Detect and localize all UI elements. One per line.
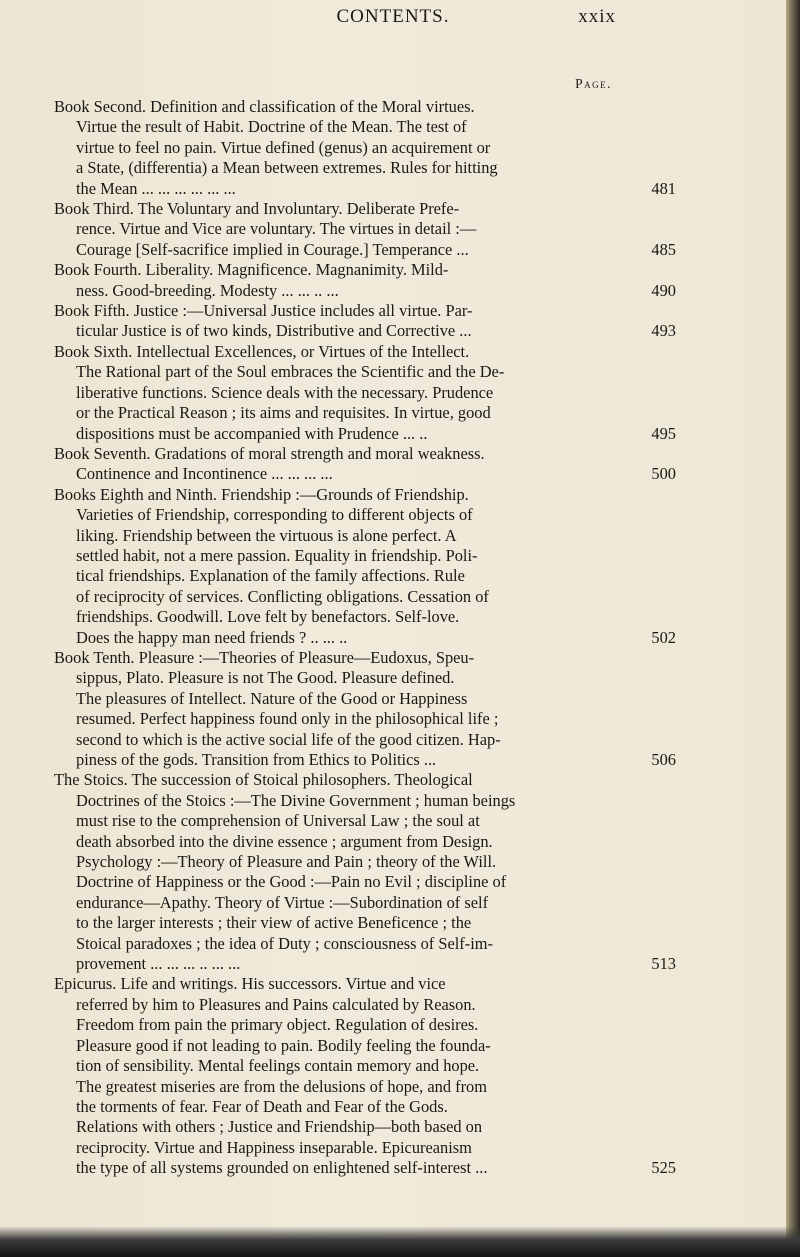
toc-entry-line: Doctrines of the Stoics :—The Divine Government ; human beings [76,790,516,810]
toc-entry-line: friendships. Goodwill. Love felt by benefactors. Self-love. [76,607,460,627]
toc-entry-line: second to which is the active social life of the good citizen. Hap- [76,729,501,749]
toc-entry-line: the torments of fear. Fear of Death and Fear of the Gods. [76,1096,448,1116]
toc-entry-page-number: 485 [651,239,676,259]
toc-entry-line: or the Practical Reason ; its aims and requisites. In virtue, good [76,403,491,423]
toc-entry-line: Book Tenth. Pleasure :—Theories of Pleasure—Eudoxus, Speu- [54,647,475,667]
toc-entry-line: provement ... ... ... .. ... ... [76,954,241,974]
toc-entry-line: Relations with others ; Justice and Friendship—both based on [76,1117,483,1137]
toc-entry-line: Stoical paradoxes ; the idea of Duty ; consciousness of Self-im- [76,933,493,953]
toc-entry-line: liking. Friendship between the virtuous is alone perfect. A [76,525,457,545]
toc-entry [54,770,676,974]
toc-entry-line: liberative functions. Science deals with the necessary. Prudence [76,382,494,402]
toc-entry [54,341,676,444]
toc-entry-line: The Rational part of the Soul embraces the Scientific and the De- [76,362,505,382]
toc-entry-page-number: 513 [651,954,676,974]
toc-entry-line: to the larger interests ; their view of active Beneficence ; the [76,913,472,933]
toc-entry-line: Book Sixth. Intellectual Excellences, or Virtues of the Intellect. [54,341,470,361]
toc-entry-line: settled habit, not a mere passion. Equality in friendship. Poli- [76,545,478,565]
toc-entry-page-number: 481 [651,178,676,198]
toc-entry [54,974,676,1178]
toc-entry-line: sippus, Plato. Pleasure is not The Good. Pleasure defined. [76,668,455,688]
toc-entry-line: The Stoics. The succession of Stoical philosophers. Theological [54,770,473,790]
toc-entry-line: Does the happy man need friends ? .. ... .. [76,627,348,647]
toc-entry [54,484,676,648]
toc-entry-line: the Mean ... ... ... ... ... ... [76,178,236,198]
page-edge-shadow [786,0,800,1257]
toc-entry-line: Book Second. Definition and classification of the Moral virtues. [54,97,475,116]
running-title: CONTENTS. [336,6,450,27]
toc-entry [54,199,676,260]
toc-entry-page-number: 525 [651,1158,676,1178]
toc-entry-line: tical friendships. Explanation of the family affections. Rule [76,566,465,586]
toc-entry-page-number: 502 [651,627,676,647]
toc-entry-line: reciprocity. Virtue and Happiness inseparable. Epicureanism [76,1137,472,1157]
toc-entry-line: dispositions must be accompanied with Prudence ... .. [76,423,428,443]
toc-entry [54,443,676,485]
toc-entry [54,301,676,342]
toc-entry-line: Book Fourth. Liberality. Magnificence. Magnanimity. Mild- [54,260,449,280]
toc-entry-page-number: 490 [651,280,676,300]
toc-entry-line: Pleasure good if not leading to pain. Bodily feeling the founda- [76,1035,491,1055]
toc-entry-line: virtue to feel no pain. Virtue defined (genus) an acquirement or [76,137,491,157]
toc-entry-line: resumed. Perfect happiness found only in the philosophical life ; [76,709,499,729]
toc-entry [54,647,676,770]
toc-entry-line: Psychology :—Theory of Pleasure and Pain ; theory of the Will. [76,852,497,872]
toc-entry-line: Courage [Self-sacrifice implied in Courage.] Temperance ... [76,239,469,259]
toc-entry-line: Virtue the result of Habit. Doctrine of the Mean. The test of [76,117,467,137]
toc-entry [54,97,676,199]
toc-entry-line: The greatest miseries are from the delusions of hope, and from [76,1076,487,1096]
toc-entry-page-number: 500 [651,464,676,484]
toc-entry-line: rence. Virtue and Vice are voluntary. The virtues in detail :— [76,219,477,239]
toc-entry-line: death absorbed into the divine essence ; argument from Design. [76,831,493,851]
toc-entry-line: ness. Good-breeding. Modesty ... ... .. ... [76,280,339,300]
toc-entry-page-number: 495 [651,423,676,443]
page-column-heading: Page. [575,76,612,91]
toc-entry [54,260,676,301]
toc-entry-line: Book Fifth. Justice :—Universal Justice includes all virtue. Par- [54,301,473,321]
toc-entry-line: of reciprocity of services. Conflicting obligations. Cessation of [76,586,489,606]
toc-entry-page-number: 506 [651,750,676,769]
folio-page-number: xxix [578,6,616,27]
toc-entry-line: must rise to the comprehension of Universal Law ; the soul at [76,811,480,831]
toc-entry-page-number: 493 [651,321,676,341]
toc-entry-line: a State, (differentia) a Mean between extremes. Rules for hitting [76,158,498,178]
toc-entry-line: piness of the gods. Transition from Ethics to Politics ... [76,750,437,769]
toc-entry-line: the type of all systems grounded on enlightened self-interest ... [76,1158,488,1178]
toc-entry-line: Epicurus. Life and writings. His successors. Virtue and vice [54,974,446,994]
toc-entry-line: tion of sensibility. Mental feelings contain memory and hope. [76,1056,480,1076]
toc-entry-line: Book Seventh. Gradations of moral strength and moral weakness. [54,443,485,463]
toc-entry-line: Varieties of Friendship, corresponding to different objects of [76,505,473,525]
toc-entry-line: The pleasures of Intellect. Nature of the Good or Happiness [76,688,468,708]
toc-entry-line: referred by him to Pleasures and Pains calculated by Reason. [76,994,476,1014]
toc-entry-line: endurance—Apathy. Theory of Virtue :—Subordination of self [76,892,489,912]
bottom-edge-shadow [0,1226,800,1257]
table-of-contents [54,97,676,1179]
toc-entry-line: Doctrine of Happiness or the Good :—Pain no Evil ; discipline of [76,872,507,892]
toc-entry-line: ticular Justice is of two kinds, Distributive and Corrective ... [76,321,472,341]
toc-entry-line: Continence and Incontinence ... ... ... ... [76,464,333,484]
toc-entry-line: Books Eighth and Ninth. Friendship :—Grounds of Friendship. [54,484,469,504]
toc-entry-line: Book Third. The Voluntary and Involuntary. Deliberate Prefe- [54,199,460,219]
running-header [0,2,786,32]
toc-entry-line: Freedom from pain the primary object. Regulation of desires. [76,1015,479,1035]
